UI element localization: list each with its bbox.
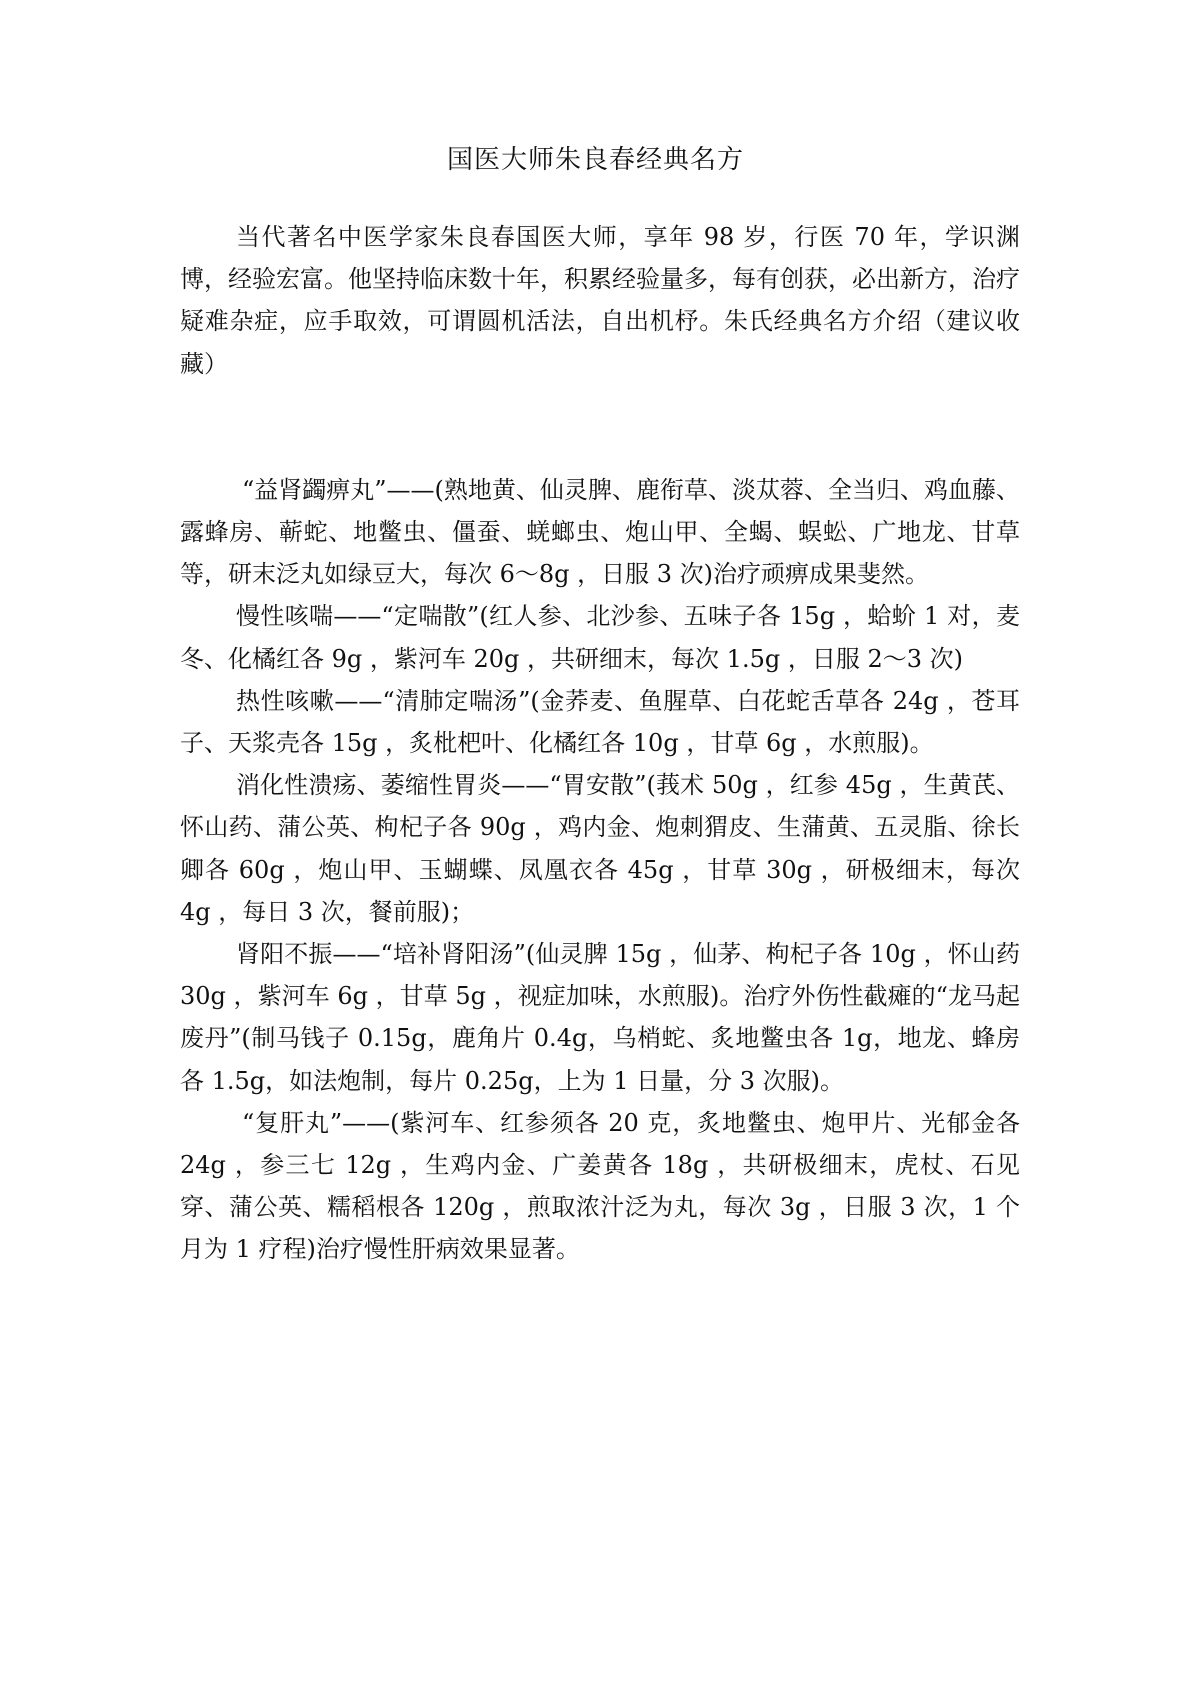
formula-paragraph-dingchuan-san: 慢性咳喘——“定喘散”(红人参、北沙参、五味子各 15g ，蛤蚧 1 对，麦冬、化橘红各 9g ，紫河车 20g ，共研细末，每次 1.5g ，日服 2～3 次) — [180, 602, 1020, 673]
formula-paragraph-peibu-shenyang-tang: 肾阳不振——“培补肾阳汤”(仙灵脾 15g ，仙茅、枸杞子各 10g ，怀山药 30g ，紫河车 6g ，甘草 5g ，视症加味，水煎服)。治疗外伤性截瘫的“龙马起废丹”(制马钱子 0.15g，鹿角片 0.4g，乌梢蛇、炙地鳖虫各 1g，地龙、蜂房各 1.5g，如法炮制，每片 0.25g，上为 1 日量，分 3 次服)。 — [180, 940, 1020, 1095]
formula-paragraph-weian-san: 消化性溃疡、萎缩性胃炎——“胃安散”(莪术 50g ，红参 45g ，生黄芪、怀山药、蒲公英、枸杞子各 90g ，鸡内金、炮刺猬皮、生蒲黄、五灵脂、徐长卿各 60g ，炮山甲、玉蝴蝶、凤凰衣各 45g ，甘草 30g ，研极细末，每次 4g ，每日 3 次，餐前服)； — [180, 771, 1020, 926]
document-body — [180, 216, 1020, 1271]
formula-paragraph-yishen-juanbi-wan: “益肾蠲痹丸”——(熟地黄、仙灵脾、鹿衔草、淡苁蓉、全当归、鸡血藤、露蜂房、蕲蛇、地鳖虫、僵蚕、蜣螂虫、炮山甲、全蝎、蜈蚣、广地龙、甘草等，研末泛丸如绿豆大，每次 6～8g ，日服 3 次)治疗顽痹成果斐然。 — [180, 475, 1020, 589]
intro-paragraph: 当代著名中医学家朱良春国医大师，享年 98 岁，行医 70 年，学识渊博，经验宏富。他坚持临床数十年，积累经验量多，每有创获，必出新方，治疗疑难杂症，应手取效，可谓圆机活法，自出机杼。朱氏经典名方介绍（建议收藏） — [180, 223, 1020, 378]
document-title: 国医大师朱良春经典名方 — [446, 145, 744, 175]
formula-paragraph-fugan-wan: “复肝丸”——(紫河车、红参须各 20 克，炙地鳖虫、炮甲片、光郁金各 24g ，参三七 12g ，生鸡内金、广姜黄各 18g ，共研极细末，虎杖、石见穿、蒲公英、糯稻根各 120g ，煎取浓汁泛为丸，每次 3g ，日服 3 次，1 个月为 1 疗程)治疗慢性肝病效果显著。 — [180, 1108, 1020, 1264]
formula-paragraph-qingfei-dingchuan-tang: 热性咳嗽——“清肺定喘汤”(金荞麦、鱼腥草、白花蛇舌草各 24g ，苍耳子、天浆壳各 15g ，炙枇杷叶、化橘红各 10g ，甘草 6g ，水煎服)。 — [180, 686, 1020, 758]
